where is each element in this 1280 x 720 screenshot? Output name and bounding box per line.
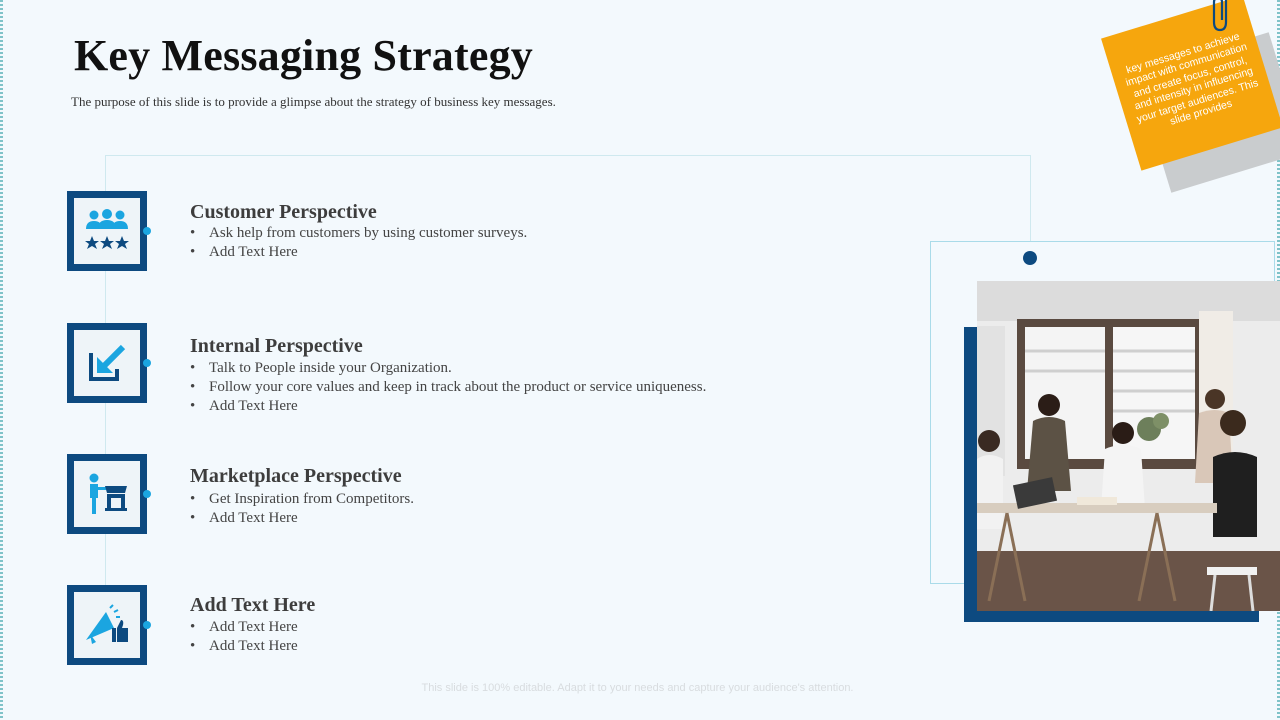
timeline-dot (143, 621, 151, 629)
timeline-dot (143, 490, 151, 498)
megaphone-thumbs-up-icon (84, 604, 130, 646)
marketplace-icon-box[interactable] (67, 454, 147, 534)
section-bullets (190, 618, 298, 656)
timeline-dot (143, 359, 151, 367)
timeline-dot (143, 227, 151, 235)
person-storefront-icon (85, 472, 129, 516)
bullet-item[interactable]: • Add Text Here (190, 637, 298, 656)
left-dotted-border (0, 0, 3, 720)
customer-rating-icon (84, 209, 130, 253)
bullet-item[interactable]: • Talk to People inside your Organization. (190, 359, 706, 378)
sticky-note-text: key messages to achieve impact with communication and create focus, control, and intensity in influencing your target audiences. This slide provides (1124, 29, 1260, 128)
bullet-item[interactable]: • Add Text Here (190, 509, 414, 528)
section-title[interactable]: Add Text Here (190, 594, 316, 616)
bullet-item[interactable]: • Ask help from customers by using customer surveys. (190, 224, 527, 243)
bullet-item[interactable]: • Add Text Here (190, 397, 706, 416)
slide-title[interactable]: Key Messaging Strategy (74, 31, 533, 80)
section-title[interactable]: Customer Perspective (190, 201, 377, 223)
frame-top-line (105, 155, 1031, 156)
slide-subtitle[interactable]: The purpose of this slide is to provide a glimpse about the strategy of business key messages. (71, 94, 556, 109)
bullet-item[interactable]: • Get Inspiration from Competitors. (190, 490, 414, 509)
section-bullets (190, 490, 414, 528)
customer-icon-box[interactable] (67, 191, 147, 271)
photo-accent-dot (1023, 251, 1037, 265)
inward-arrow-icon (87, 343, 127, 383)
bullet-item[interactable]: • Add Text Here (190, 243, 527, 262)
section-bullets (190, 359, 706, 416)
bullet-item[interactable]: • Add Text Here (190, 618, 298, 637)
internal-icon-box[interactable] (67, 323, 147, 403)
announcement-icon-box[interactable] (67, 585, 147, 665)
section-title[interactable]: Internal Perspective (190, 335, 363, 357)
paperclip-icon (1212, 0, 1236, 36)
bullet-item[interactable]: • Follow your core values and keep in track about the product or service uniqueness. (190, 378, 706, 397)
section-bullets (190, 224, 527, 262)
frame-right-line (1030, 155, 1031, 241)
footer-note: This slide is 100% editable. Adapt it to your needs and capture your audience's attention. (421, 682, 854, 694)
section-title[interactable]: Marketplace Perspective (190, 465, 402, 487)
team-meeting-photo[interactable] (977, 281, 1280, 611)
